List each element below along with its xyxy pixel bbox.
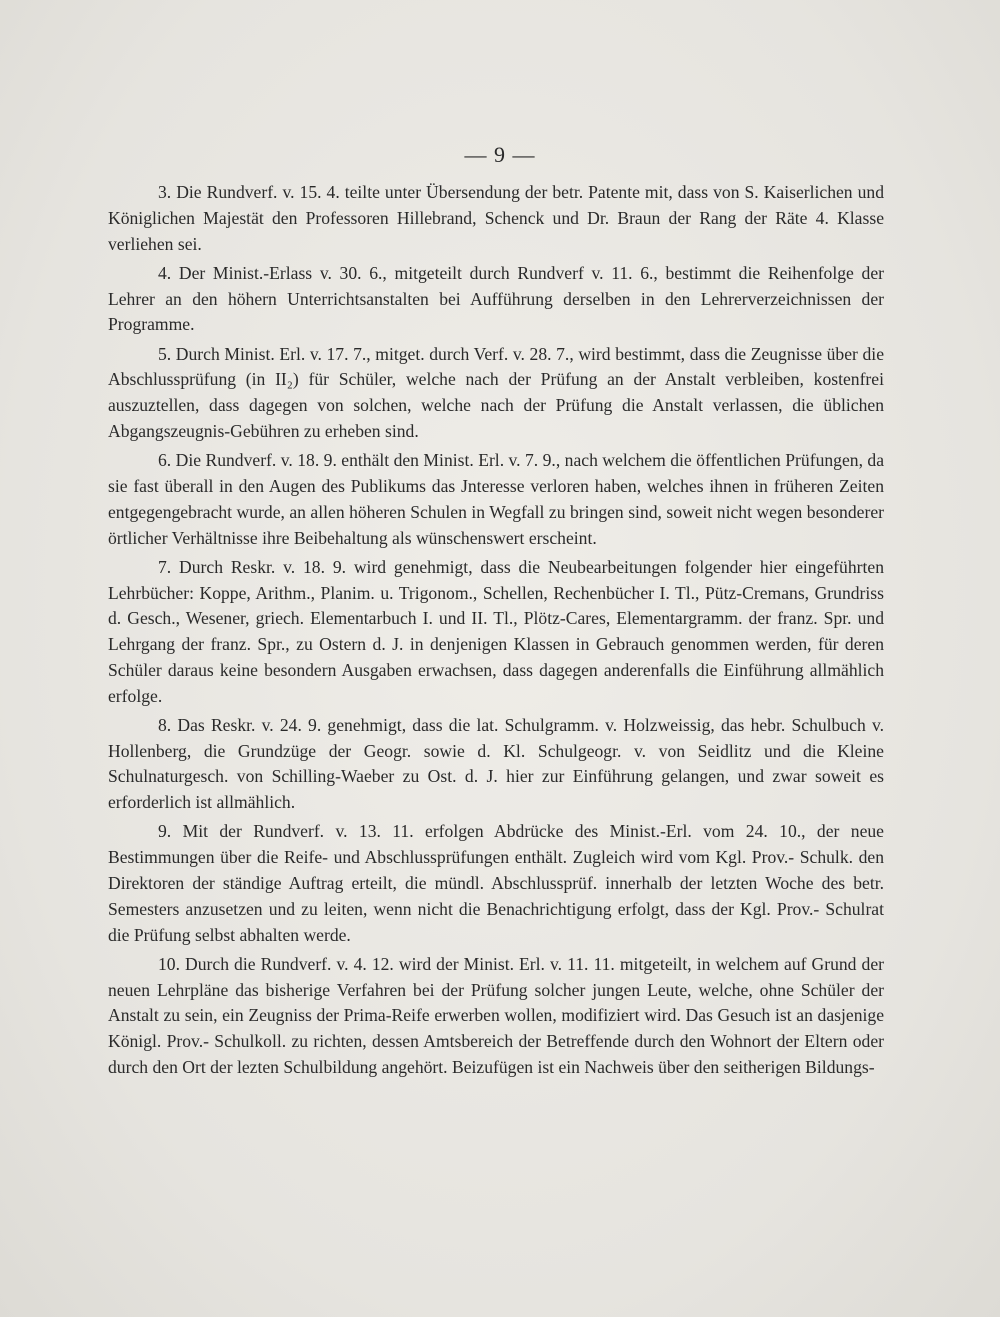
page-number: — 9 —: [464, 142, 536, 167]
paragraph-4: 4. Der Minist.-Erlass v. 30. 6., mitgeteilt durch Rundverf v. 11. 6., bestimmt die Reihenfolge der Lehrer an den höhern Unterrichtsanstalten bei Aufführung derselben in den Lehrerverzeichnissen der Programme.: [108, 262, 884, 335]
paragraph-9: 9. Mit der Rundverf. v. 13. 11. erfolgen Abdrücke des Minist.-Erl. vom 24. 10., der neue Bestimmungen über die Reife- und Abschlussprüfungen enthält. Zugleich wird vom Kgl. Prov.- Schulk. den Direktoren der ständige Auftrag erteilt, die mündl. Abschlussprüf. innerhalb der letzten Woche des betr. Semesters anzusetzen und zu leiten, wenn nicht die Benachrichtigung erfolgt, dass der Kgl. Prov.- Schulrat die Prüfung selbst abhalten werde.: [108, 821, 884, 945]
paragraph-3: 3. Die Rundverf. v. 15. 4. teilte unter Übersendung der betr. Patente mit, dass von S. Kaiserlichen und Königlichen Majestät den Professoren Hillebrand, Schenck und Dr. Braun der Rang der Räte 4. Klasse verliehen sei.: [108, 182, 884, 254]
paragraph-5: 5. Durch Minist. Erl. v. 17. 7., mitget. durch Verf. v. 28. 7., wird bestimmt, dass die Zeugnisse über die Abschlussprüfung (in II₂) für Schüler, welche nach der Prüfung an der Anstalt verbleiben, kostenfrei auszuztellen, dass dagegen von solchen, welche nach der Prüfung die Anstalt verlassen, die üblichen Abgangszeugnis-Gebühren zu erheben sind.: [108, 343, 884, 441]
paragraph-7: 7. Durch Reskr. v. 18. 9. wird genehmigt, dass die Neubearbeitungen folgender hier eingeführten Lehrbücher: Koppe, Arithm., Planim. u. Trigonom., Schellen, Rechenbücher I. Tl., Pütz-Cremans, Grundriss d. Gesch., Wesener, griech. Elementarbuch I. und II. Tl., Plötz-Cares, Elementargramm. der franz. Spr. und Lehrgang der franz. Spr., zu Ostern d. J. in denjenigen Klassen in Gebrauch genommen werden, für deren Schüler daraus keine besondern Ausgaben erwachsen, dass dagegen anderenfalls die Einführung allmählich erfolge.: [108, 556, 884, 706]
paragraph-8: 8. Das Reskr. v. 24. 9. genehmigt, dass die lat. Schulgramm. v. Holzweissig, das hebr. Schulbuch v. Hollenberg, die Grundzüge der Geogr. sowie d. Kl. Schulgeogr. v. von Seidlitz und die Kleine Schulnaturgesch. von Schilling-Waeber zu Ost. d. J. hier zur Einführung gelangen, und zwar soweit es erforderlich ist allmählich.: [108, 714, 884, 813]
body-text: [108, 180, 884, 1084]
paragraph-6: 6. Die Rundverf. v. 18. 9. enthält den Minist. Erl. v. 7. 9., nach welchem die öffentlichen Prüfungen, da sie fast überall in den Augen des Publikums das Jnteresse verloren haben, welches ihnen in früheren Zeiten entgegengebracht wurde, an allen höheren Schulen in Wegfall zu bringen sind, soweit nicht wegen besonderer örtlicher Verhältnisse ihre Beibehaltung als wünschenswert erscheint.: [108, 450, 884, 548]
paragraph-10: 10. Durch die Rundverf. v. 4. 12. wird der Minist. Erl. v. 11. 11. mitgeteilt, in welchem auf Grund der neuen Lehrpläne das bisherige Verfahren bei der Prüfung solcher jungen Leute, welche, ohne Schüler der Anstalt zu sein, ein Zeugniss der Prima-Reife erwerben wollen, modifiziert wird. Das Gesuch ist an dasjenige Königl. Prov.- Schulkoll. zu richten, dessen Amtsbereich der Betreffende durch den Wohnort der Eltern oder durch den Ort der lezten Schulbildung angehört. Beizufügen ist ein Nachweis über den seitherigen Bildungs-: [108, 953, 884, 1078]
